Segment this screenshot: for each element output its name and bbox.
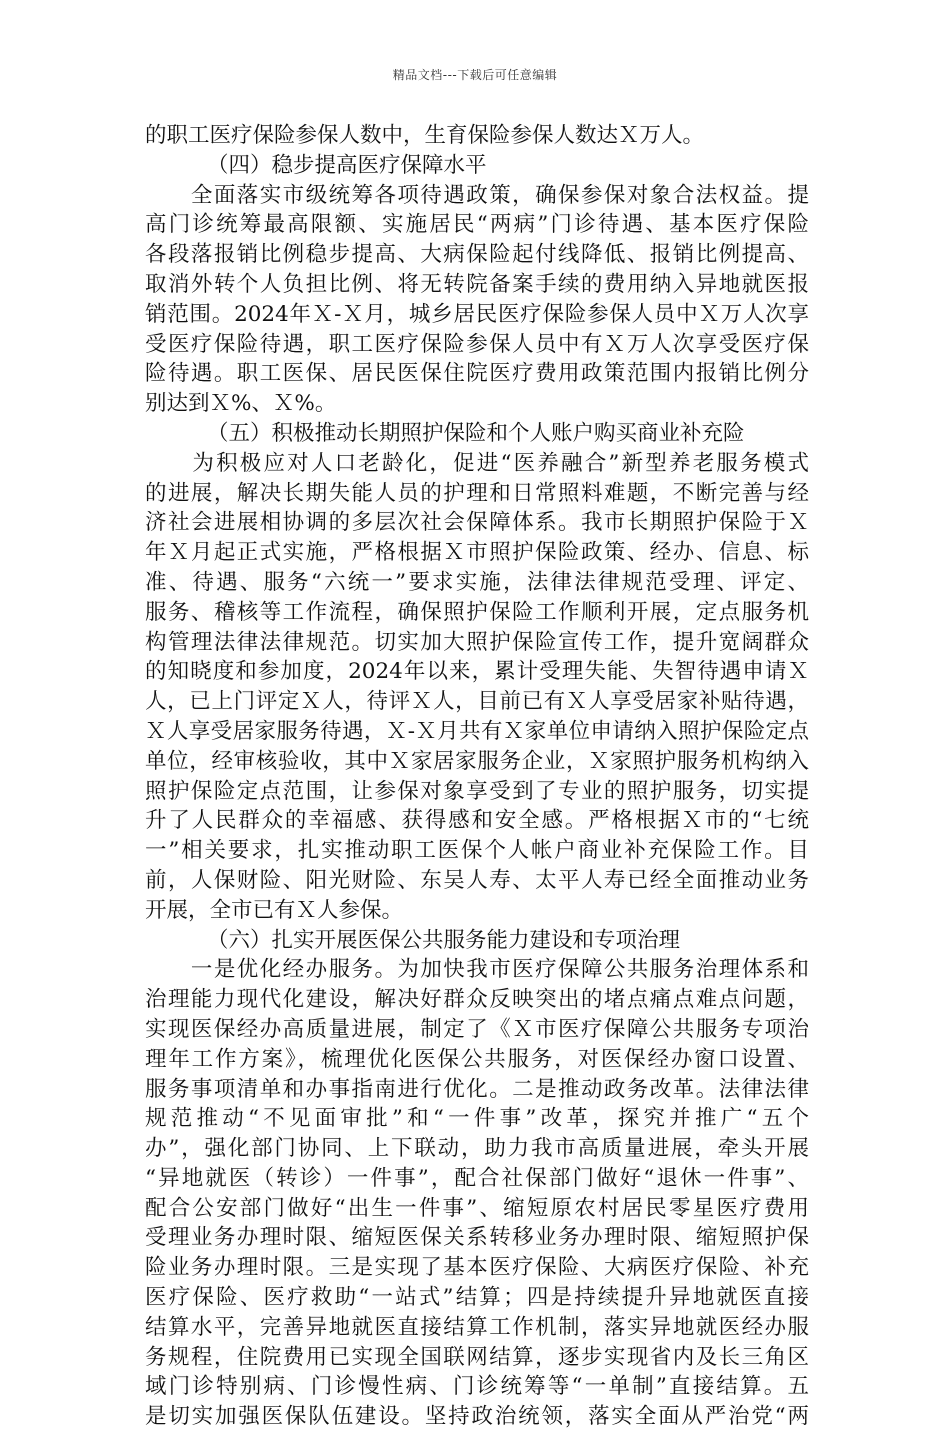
text-line: 险待遇。职工医保、居民医保住院医疗费用政策范围内报销比例分 <box>145 361 809 387</box>
text-line: 规范推动“不见面审批”和“一件事”改革，探究并推广“五个 <box>145 1106 809 1132</box>
text-line: 高门诊统筹最高限额、实施居民“两病”门诊待遇、基本医疗保险 <box>145 212 809 238</box>
text-line: 办”，强化部门协同、上下联动，助力我市高质量进展，牵头开展 <box>145 1136 809 1162</box>
section-heading: （四）稳步提高医疗保障水平 <box>207 152 487 178</box>
text-line: 务规程，住院费用已实现全国联网结算，逐步实现省内及长三角区 <box>145 1344 809 1370</box>
paragraph <box>145 181 809 419</box>
text-line: 的职工医疗保险参保人数中，生育保险参保人数达Ｘ万人。 <box>145 123 705 148</box>
text-line: 单位，经审核验收，其中Ｘ家居家服务企业，Ｘ家照护服务机构纳入 <box>145 748 809 774</box>
text-line: 取消外转个人负担比例、将无转院备案手续的费用纳入异地就医报 <box>145 271 809 297</box>
text-line: 医疗保险、医疗救助“一站式”结算；四是持续提升异地就医直接 <box>145 1285 809 1311</box>
text-line: 实现医保经办高质量进展，制定了《Ｘ市医疗保障公共服务专项治 <box>145 1016 809 1042</box>
text-line: 的知晓度和参加度，2024年以来，累计受理失能、失智待遇申请Ｘ <box>145 659 809 685</box>
text-line: 治理能力现代化建设，解决好群众反映突出的堵点痛点难点问题， <box>145 987 809 1013</box>
paragraph <box>145 449 809 926</box>
text-line: 为积极应对人口老龄化，促进“医养融合”新型养老服务模式 <box>145 450 809 476</box>
text-line: 理年工作方案》，梳理优化医保公共服务，对医保经办窗口设置、 <box>145 1046 809 1072</box>
text-line: 人，已上门评定Ｘ人，待评Ｘ人，目前已有Ｘ人享受居家补贴待遇， <box>145 689 809 715</box>
text-line: 各段落报销比例稳步提高、大病保险起付线降低、报销比例提高、 <box>145 242 809 268</box>
document-body <box>145 121 809 1432</box>
text-line: 全面落实市级统筹各项待遇政策，确保参保对象合法权益。提 <box>145 182 809 208</box>
text-line: 销范围。2024年Ｘ-Ｘ月，城乡居民医疗保险参保人员中Ｘ万人次享 <box>145 301 809 327</box>
text-line: 一是优化经办服务。为加快我市医疗保障公共服务治理体系和 <box>145 957 809 983</box>
text-line: 受医疗保险待遇，职工医疗保险参保人员中有Ｘ万人次享受医疗保 <box>145 331 809 357</box>
page-header: 精品文档---下载后可任意编辑 <box>392 68 558 82</box>
text-line: 前，人保财险、阳光财险、东吴人寿、太平人寿已经全面推动业务 <box>145 867 809 893</box>
text-line: 是切实加强医保队伍建设。坚持政治统领，落实全面从严治党“两 <box>145 1404 809 1430</box>
text-line: 构管理法律法律规范。切实加大照护保险宣传工作，提升宽阔群众 <box>145 629 809 655</box>
text-line: 服务事项清单和办事指南进行优化。二是推动政务改革。法律法律 <box>145 1076 809 1102</box>
section-heading: （六）扎实开展医保公共服务能力建设和专项治理 <box>207 927 681 953</box>
paragraph <box>145 121 809 151</box>
text-line: 准、待遇、服务“六统一”要求实施，法律法律规范受理、评定、 <box>145 569 809 595</box>
text-line: 险业务办理时限。三是实现了基本医疗保险、大病医疗保险、补充 <box>145 1255 809 1281</box>
text-line: Ｘ人享受居家服务待遇，Ｘ-Ｘ月共有Ｘ家单位申请纳入照护保险定点 <box>145 718 809 744</box>
paragraph <box>145 955 809 1432</box>
text-line: 服务、稽核等工作流程，确保照护保险工作顺利开展，定点服务机 <box>145 599 809 625</box>
text-line: 别达到Ｘ%、Ｘ%。 <box>145 391 337 417</box>
text-line: 照护保险定点范围，让参保对象享受到了专业的照护服务，切实提 <box>145 778 809 804</box>
text-line: 的进展，解决长期失能人员的护理和日常照料难题，不断完善与经 <box>145 480 809 506</box>
text-line: 年Ｘ月起正式实施，严格根据Ｘ市照护保险政策、经办、信息、标 <box>145 540 809 566</box>
text-line: “异地就医（转诊）一件事”，配合社保部门做好“退休一件事”、 <box>145 1165 809 1191</box>
text-line: 配合公安部门做好“出生一件事”、缩短原农村居民零星医疗费用 <box>145 1195 809 1221</box>
section-heading: （五）积极推动长期照护保险和个人账户购买商业补充险 <box>207 420 745 446</box>
text-line: 结算水平，完善异地就医直接结算工作机制，落实异地就医经办服 <box>145 1314 809 1340</box>
text-line: 升了人民群众的幸福感、获得感和安全感。严格根据Ｘ市的“七统 <box>145 808 809 834</box>
text-line: 域门诊特别病、门诊慢性病、门诊统筹等“一单制”直接结算。五 <box>145 1374 809 1400</box>
text-line: 受理业务办理时限、缩短医保关系转移业务办理时限、缩短照护保 <box>145 1225 809 1251</box>
text-line: 济社会进展相协调的多层次社会保障体系。我市长期照护保险于Ｘ <box>145 510 809 536</box>
text-line: 开展，全市已有Ｘ人参保。 <box>145 897 404 923</box>
text-line: 一”相关要求，扎实推动职工医保个人帐户商业补充保险工作。目 <box>145 838 809 864</box>
